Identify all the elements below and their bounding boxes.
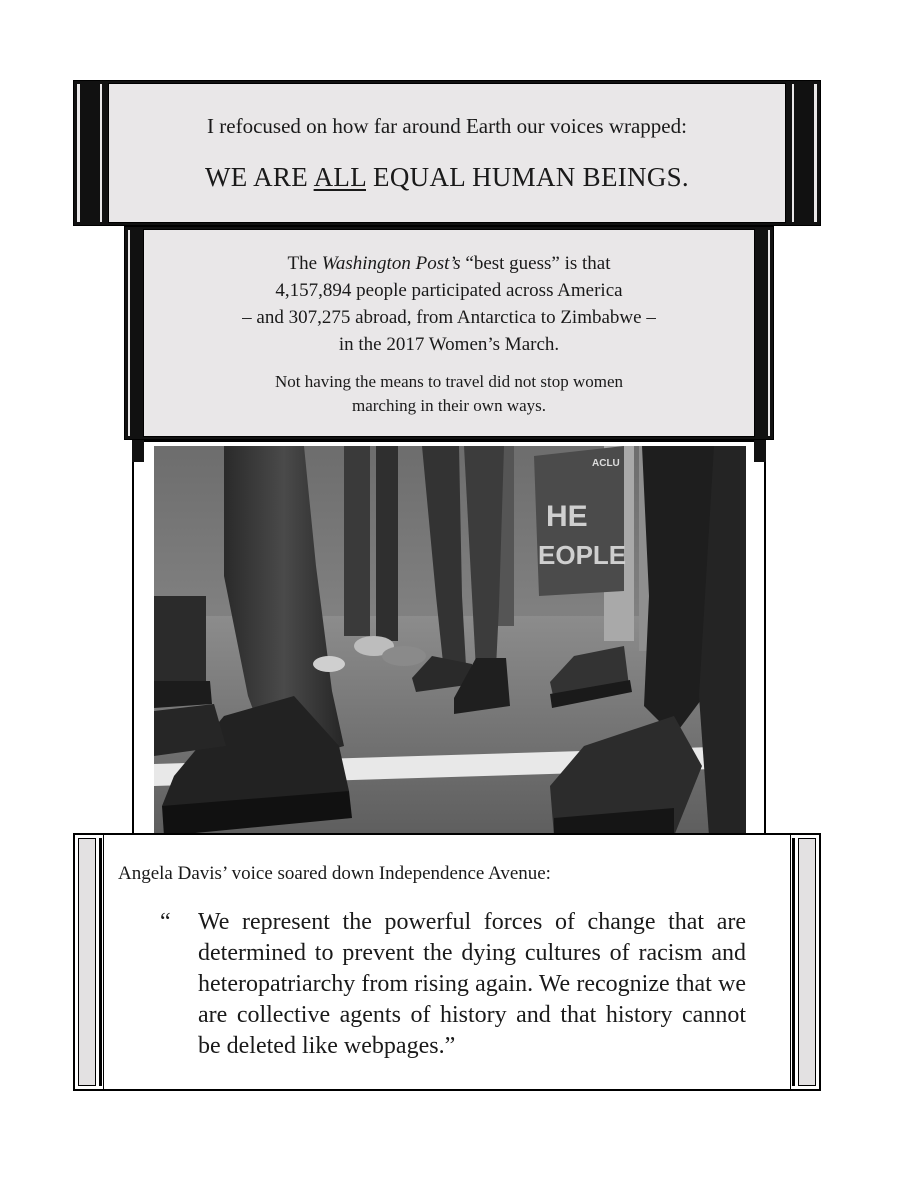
open-quote-mark: “	[160, 909, 171, 935]
statistic-line: 4,157,894 people participated across America	[275, 280, 623, 301]
statistic-panel	[124, 226, 774, 440]
headline	[109, 162, 785, 193]
marchers-feet-image	[154, 446, 746, 836]
statistic-panel-face	[143, 229, 755, 437]
frame-stripe	[792, 84, 794, 222]
quote-text: We represent the powerful forces of change that are determined to prevent the dying cultures of racism and heteropatriarchy from rising again. We recognize that we are collective agents of history and that history cannot be deleted like webpages.”	[198, 909, 746, 1059]
sign-text: ACLU	[592, 458, 620, 469]
statistic-line: – and 307,275 abroad, from Antarctica to Zimbabwe –	[242, 307, 656, 328]
frame-stripe	[792, 838, 795, 1086]
intro-text: I refocused on how far around Earth our voices wrapped:	[207, 114, 687, 138]
note-line: Not having the means to travel did not stop women	[275, 372, 623, 391]
quote-attribution: Angela Davis’ voice soared down Independence Avenue:	[118, 863, 551, 884]
statistic-line-prefix: The	[287, 253, 322, 274]
frame-tab	[754, 440, 766, 462]
march-photo	[154, 446, 746, 836]
frame-stripe	[768, 230, 770, 436]
source-name: Washington Post’s	[321, 253, 461, 274]
headline-panel	[73, 80, 821, 226]
quote-panel	[73, 833, 821, 1091]
frame-tab	[132, 440, 144, 462]
sign-text: HE	[546, 500, 588, 533]
statistic-line: in the 2017 Women’s March.	[338, 334, 560, 355]
sign-text: EOPLE	[538, 540, 627, 570]
photo-frame	[132, 440, 766, 840]
quote-panel-face	[103, 835, 791, 1089]
frame-stripe	[78, 838, 96, 1086]
headline-emphasis: ALL	[313, 162, 366, 192]
statistic-line-suffix: “best guess” is that	[460, 253, 611, 274]
frame-stripe	[100, 84, 102, 222]
frame-stripe	[814, 84, 817, 222]
note-text	[144, 370, 754, 418]
frame-stripe	[99, 838, 102, 1086]
statistic-line	[144, 250, 754, 277]
headline-part: EQUAL HUMAN BEINGS.	[366, 162, 689, 192]
frame-stripe	[798, 838, 816, 1086]
headline-part: WE ARE	[205, 162, 314, 192]
note-line: marching in their own ways.	[351, 396, 547, 415]
frame-stripe	[77, 84, 80, 222]
quote-text-block	[160, 907, 746, 1062]
frame-stripe	[128, 230, 130, 436]
statistic-text	[144, 250, 754, 358]
headline-panel-face	[108, 83, 786, 223]
